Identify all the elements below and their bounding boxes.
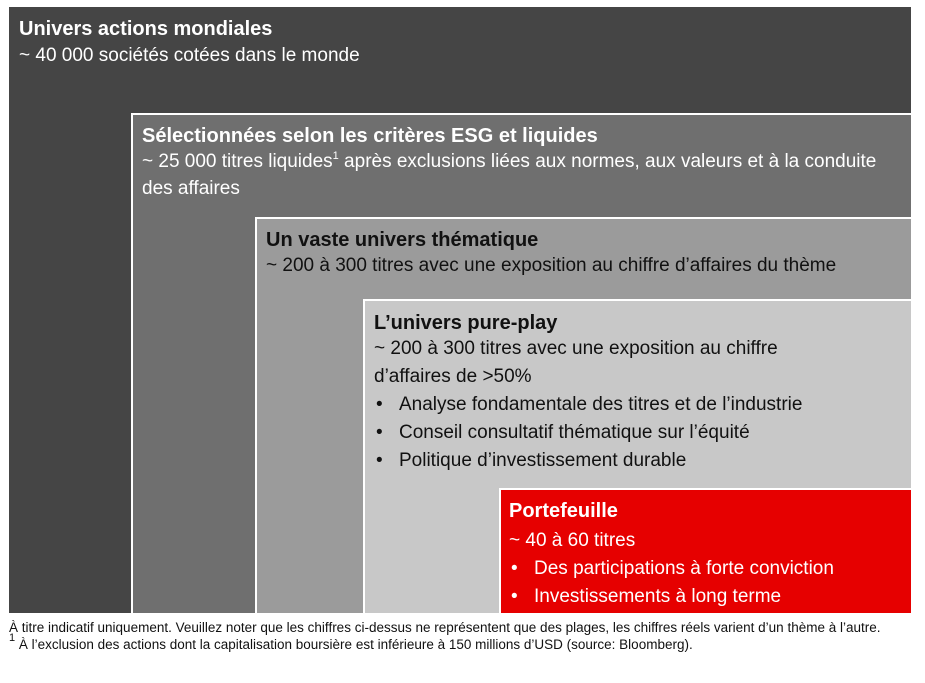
bullet-list [509, 555, 903, 611]
footnote-marker: 1 [332, 150, 339, 162]
layer-description [142, 148, 882, 202]
description-text: après exclusions liées aux normes, aux valeurs et à la conduite des affaires [142, 151, 877, 199]
description-text: ~ 25 000 titres liquides [142, 151, 333, 172]
footnote-source [9, 632, 914, 653]
list-item: • Conseil consultatif thématique sur l’équité [374, 419, 902, 447]
layer-description: ~ 40 à 60 titres [509, 530, 636, 551]
layer-title: Un vaste univers thématique [266, 229, 539, 251]
list-item: • Analyse fondamentale des titres et de l’industrie [374, 391, 902, 419]
footnote-source-text: À l’exclusion des actions dont la capitalisation boursière est inférieure à 150 millions d’USD (source: Bloomberg). [15, 637, 693, 652]
layer-description: ~ 200 à 300 titres avec une exposition au chiffre d’affaires de >50% [374, 338, 778, 387]
layer-title: Portefeuille [509, 500, 618, 522]
list-item: • Investissements à long terme [509, 583, 903, 611]
footnote-marker: 1 [9, 632, 16, 644]
list-item: • Des participations à forte conviction [509, 555, 903, 583]
layer-portfolio [499, 488, 911, 613]
footnote-disclaimer: À titre indicatif uniquement. Veuillez noter que les chiffres ci-dessus ne représentent que des plages, les chiffres réels varient d’un thème à l’autre. [9, 620, 881, 635]
layer-title: Univers actions mondiales [19, 18, 273, 40]
bullet-list [374, 391, 902, 475]
footnote [9, 619, 914, 653]
layer-description: ~ 40 000 sociétés cotées dans le monde [19, 45, 360, 66]
layer-title: Sélectionnées selon les critères ESG et liquides [142, 125, 598, 147]
list-item: • Politique d’investissement durable [374, 447, 902, 475]
layer-title: L’univers pure-play [374, 312, 558, 334]
layer-description: ~ 200 à 300 titres avec une exposition au chiffre d’affaires du thème [266, 255, 837, 276]
